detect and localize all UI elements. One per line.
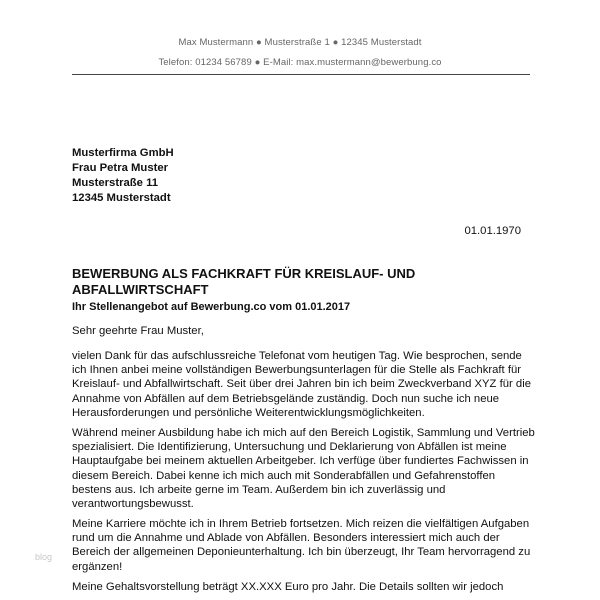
header-divider <box>72 74 530 75</box>
recipient-street: Musterstraße 11 <box>72 177 159 189</box>
paragraph-line: Während meiner Ausbildung habe ich mich auf den Bereich Logistik, Sammlung und Vertrieb <box>72 427 535 439</box>
recipient-city: 12345 Musterstadt <box>72 192 171 204</box>
recipient-company: Musterfirma GmbH <box>72 147 174 159</box>
paragraph-line: Hauptaufgabe bei meinem aktuellen Arbeitgeber. Ich verfüge über fundiertes Fachwissen in <box>72 455 529 468</box>
paragraph-line: Kreislauf- und Abfallwirtschaft. Seit über drei Jahren bin ich beim Zweckverband XYZ für die <box>72 378 531 391</box>
paragraph-line: bestens aus. Ich arbeite gerne im Team. Außerdem bin ich zuverlässig und <box>72 483 446 496</box>
paragraph-line: Meine Karriere möchte ich in Ihrem Betrieb fortsetzen. Mich reizen die vielfältigen Aufgaben <box>72 518 530 530</box>
paragraph-line: rund um die Annahme und Ablade von Abfällen. Besonders interessiert mich auch der <box>72 532 500 545</box>
letter-date: 01.01.1970 <box>464 225 521 237</box>
body-paragraph-3 <box>72 517 534 574</box>
subject-title: BEWERBUNG ALS FACHKRAFT FÜR KREISLAUF- UND ABFALLWIRTSCHAFT <box>72 266 416 297</box>
salutation: Sehr geehrte Frau Muster, <box>72 325 204 337</box>
watermark-text: blog <box>35 552 53 562</box>
paragraph-line: diesem Bereich. Dabei kenne ich mich auch mit Sonderabfällen und Gefahrenstoffen <box>72 469 496 482</box>
paragraph-line: ergänzen! <box>72 560 123 573</box>
sender-contact-line: Telefon: 01234 56789 ● E-Mail: max.mustermann@bewerbung.co <box>158 57 442 68</box>
recipient-person: Frau Petra Muster <box>72 162 169 174</box>
recipient-address <box>72 146 174 206</box>
paragraph-line: spezialisiert. Die Identifizierung, Untersuchung und Deklarierung von Abfällen ist meine <box>72 441 507 454</box>
sender-address-line: Max Mustermann ● Musterstraße 1 ● 12345 Musterstadt <box>178 37 422 48</box>
subject-reference: Ihr Stellenangebot auf Bewerbung.co vom 01.01.2017 <box>72 301 351 313</box>
paragraph-line: Meine Gehaltsvorstellung beträgt XX.XXX Euro pro Jahr. Die Details sollten wir jedoch <box>72 581 504 593</box>
paragraph-line: Annahme von Abfällen auf dem Betriebsgelände zuständig. Doch nun suche ich neue <box>72 392 500 405</box>
paragraph-line: Herausforderungen und persönliche Weiterentwicklungsmöglichkeiten. <box>72 406 425 419</box>
body-paragraph-1 <box>72 349 534 420</box>
paragraph-line: Bereich der allgemeinen Deponieunterhaltung. Ich bin überzeugt, Ihr Team hervorragend zu <box>72 546 531 559</box>
paragraph-line: vielen Dank für das aufschlussreiche Telefonat vom heutigen Tag. Wie besprochen, sende <box>72 350 522 362</box>
paragraph-line: ich Ihnen anbei meine vollständigen Bewerbungsunterlagen für die Stelle als Fachkraft für <box>72 364 522 377</box>
paragraph-line: verantwortungsbewusst. <box>72 498 194 511</box>
body-paragraph-2 <box>72 426 534 511</box>
body-paragraph-4 <box>72 580 534 594</box>
